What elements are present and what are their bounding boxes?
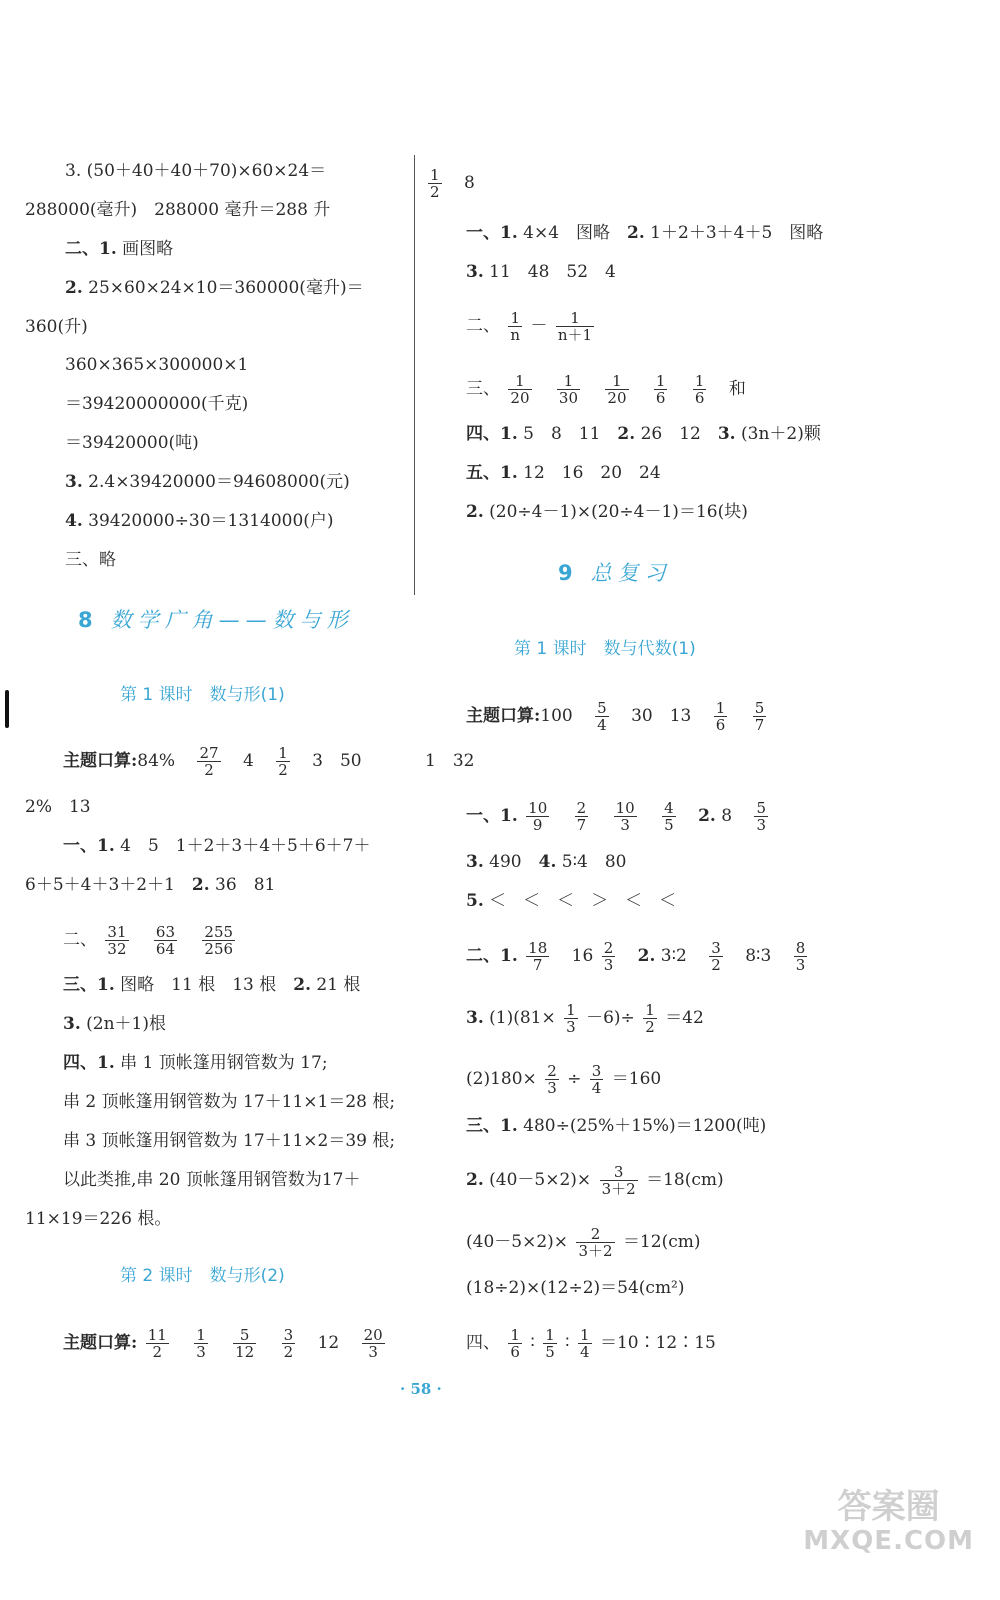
answer-line: 三、 $\frac{1}{20}$ $\frac{1}{30}$ $\frac{1}{20}$ $\frac{1}{6}$ $\frac{1}{6}$ 和: [466, 372, 746, 407]
fraction: $\frac{63}{64}$: [155, 923, 175, 958]
answer-line: 6＋5＋4＋3＋2＋1 2. 36 81: [25, 875, 276, 895]
fraction: $\frac{5}{12}$: [235, 1326, 255, 1361]
answer-line: 2. 25×60×24×10＝360000(毫升)＝: [65, 278, 364, 298]
answer-line: 3. (2n＋1)根: [63, 1014, 166, 1034]
watermark-logo: 答案圈 MXQE.COM: [803, 1487, 974, 1556]
fraction: $\frac{1}{3}$: [196, 1326, 206, 1361]
answer-line: 一、1. 4 5 1＋2＋3＋4＋5＋6＋7＋: [63, 836, 371, 856]
answer-line: 以此类推,串 20 顶帐篷用钢管数为17＋: [63, 1170, 361, 1190]
answer-line: 主题口算:84% $\frac{27}{2}$ 4 $\frac{1}{2}$ 3 50: [63, 744, 362, 779]
fraction: $\frac{10}{3}$: [615, 799, 635, 834]
section-title-9: 9 总复习: [558, 561, 672, 585]
fraction: $\frac{2}{3+2}$: [578, 1225, 613, 1260]
fraction: $\frac{1}{6}$: [715, 699, 726, 734]
fraction: $\frac{1}{30}$: [558, 372, 578, 407]
answer-line: 3. (50＋40＋40＋70)×60×24＝: [65, 161, 327, 181]
answer-line: (2)180× $\frac{2}{3}$ ÷ $\frac{3}{4}$ ＝160: [466, 1062, 662, 1097]
answer-line: 2. (40－5×2)× $\frac{3}{3+2}$ ＝18(cm): [466, 1163, 724, 1198]
answer-line: 一、1. $\frac{10}{9}$ $\frac{2}{7}$ $\frac{10}{3}$ $\frac{4}{5}$ 2. 8 $\frac{5}{3}$: [466, 799, 766, 834]
fraction: $\frac{1}{3}$: [566, 1001, 576, 1036]
fraction: $\frac{1}{2}$: [645, 1001, 655, 1036]
answer-line: 4. 39420000÷30＝1314000(户): [65, 511, 334, 531]
answer-line: 串 2 顶帐篷用钢管数为 17＋11×1＝28 根;: [63, 1092, 396, 1112]
fraction: $\frac{27}{2}$: [199, 744, 219, 779]
fraction: $\frac{18}{7}$: [528, 939, 548, 974]
fraction: $\frac{31}{32}$: [107, 923, 127, 958]
answer-line: 二、1. $\frac{18}{7}$ 16 $\frac{2}{3}$ 2. 3∶2 $\frac{3}{2}$ 8∶3 $\frac{8}{3}$: [466, 939, 806, 974]
fraction: $\frac{1}{6}$: [510, 1326, 520, 1361]
fraction: $\frac{8}{3}$: [795, 939, 806, 974]
fraction: $\frac{1}{n}$: [510, 309, 521, 344]
answer-line: (18÷2)×(12÷2)＝54(cm²): [466, 1278, 685, 1298]
answer-line: 2% 13: [25, 797, 91, 817]
fraction: $\frac{10}{9}$: [528, 799, 548, 834]
column-divider: [414, 155, 415, 595]
answer-line: ＝39420000000(千克): [65, 394, 249, 414]
lesson-heading: 第 2 课时 数与形(2): [120, 1266, 285, 1286]
answer-line: 四、1. 串 1 顶帐篷用钢管数为 17;: [63, 1053, 328, 1073]
fraction: $\frac{5}{3}$: [756, 799, 766, 834]
fraction: $\frac{11}{2}$: [147, 1326, 167, 1361]
page-number: · 58 ·: [400, 1380, 442, 1398]
answer-line: 5. ＜ ＜ ＜ ＞ ＜ ＜: [466, 891, 677, 911]
fraction: $\frac{1}{2}$: [278, 744, 288, 779]
fraction: $\frac{20}{3}$: [363, 1326, 383, 1361]
answer-line: 主题口算: $\frac{11}{2}$ $\frac{1}{3}$ $\frac{5}{12}$ $\frac{3}{2}$ 12 $\frac{20}{3}$: [63, 1326, 383, 1361]
scan-mark: [5, 690, 9, 728]
answer-line: 二、1. 画图略: [65, 239, 174, 259]
lesson-heading: 第 1 课时 数与代数(1): [514, 639, 696, 659]
fraction: $\frac{1}{20}$: [510, 372, 530, 407]
answer-line: 360(升): [25, 317, 88, 337]
fraction: $\frac{5}{4}$: [597, 699, 607, 734]
answer-line: 3. 2.4×39420000＝94608000(元): [65, 472, 350, 492]
answer-line: 三、略: [65, 550, 116, 570]
section-title-8: 8 数学广角——数与形: [78, 608, 354, 632]
answer-line: 3. 11 48 52 4: [466, 262, 616, 282]
lesson-heading: 第 1 课时 数与形(1): [120, 685, 285, 705]
answer-line: $\frac{1}{2}$ 8: [430, 166, 475, 201]
answer-line: 主题口算:100 $\frac{5}{4}$ 30 13 $\frac{1}{6}$ $\frac{5}{7}$: [466, 699, 765, 734]
answer-line: 串 3 顶帐篷用钢管数为 17＋11×2＝39 根;: [63, 1131, 396, 1151]
fraction: $\frac{3}{3+2}$: [601, 1163, 636, 1198]
answer-line: 1 32: [425, 751, 475, 771]
answer-line: 360×365×300000×1: [65, 355, 249, 375]
fraction: $\frac{255}{256}$: [204, 923, 234, 958]
fraction: $\frac{3}{2}$: [711, 939, 721, 974]
answer-line: 五、1. 12 16 20 24: [466, 463, 661, 483]
answer-line: 288000(毫升) 288000 毫升＝288 升: [25, 200, 331, 220]
answer-line: 四、1. 5 8 11 2. 26 12 3. (3n＋2)颗: [466, 424, 821, 444]
answer-line: 二、 $\frac{1}{n}$ － $\frac{1}{n+1}$: [466, 309, 593, 344]
fraction: $\frac{2}{7}$: [576, 799, 587, 834]
fraction: $\frac{3}{4}$: [591, 1062, 602, 1097]
answer-line: 2. (20÷4－1)×(20÷4－1)＝16(块): [466, 502, 748, 522]
answer-line: 一、1. 4×4 图略 2. 1＋2＋3＋4＋5 图略: [466, 223, 824, 243]
fraction: $\frac{5}{7}$: [754, 699, 765, 734]
answer-line: 3. (1)(81× $\frac{1}{3}$ －6)÷ $\frac{1}{2}$ ＝42: [466, 1001, 704, 1036]
fraction: $\frac{3}{2}$: [283, 1326, 294, 1361]
answer-line: 三、1. 480÷(25%＋15%)＝1200(吨): [466, 1116, 767, 1136]
fraction: $\frac{1}{20}$: [607, 372, 627, 407]
fraction: $\frac{2}{3}$: [603, 939, 614, 974]
fraction: $\frac{1}{6}$: [694, 372, 705, 407]
fraction: $\frac{1}{n+1}$: [557, 309, 593, 344]
answer-line: 四、 $\frac{1}{6}$ ∶ $\frac{1}{5}$ ∶ $\frac{1}{4}$ ＝10∶12∶15: [466, 1326, 716, 1361]
answer-line: 11×19＝226 根。: [25, 1209, 172, 1229]
fraction: $\frac{1}{4}$: [580, 1326, 590, 1361]
answer-line: 3. 490 4. 5∶4 80: [466, 852, 627, 872]
fraction: $\frac{4}{5}$: [664, 799, 674, 834]
answer-line: (40－5×2)× $\frac{2}{3+2}$ ＝12(cm): [466, 1225, 701, 1260]
answer-line: ＝39420000(吨): [65, 433, 199, 453]
fraction: $\frac{1}{2}$: [430, 166, 440, 201]
answer-line: 二、 $\frac{31}{32}$ $\frac{63}{64}$ $\frac{255}{256}$: [63, 923, 234, 958]
fraction: $\frac{2}{3}$: [547, 1062, 557, 1097]
fraction: $\frac{1}{6}$: [655, 372, 666, 407]
fraction: $\frac{1}{5}$: [545, 1326, 555, 1361]
answer-line: 三、1. 图略 11 根 13 根 2. 21 根: [63, 975, 361, 995]
